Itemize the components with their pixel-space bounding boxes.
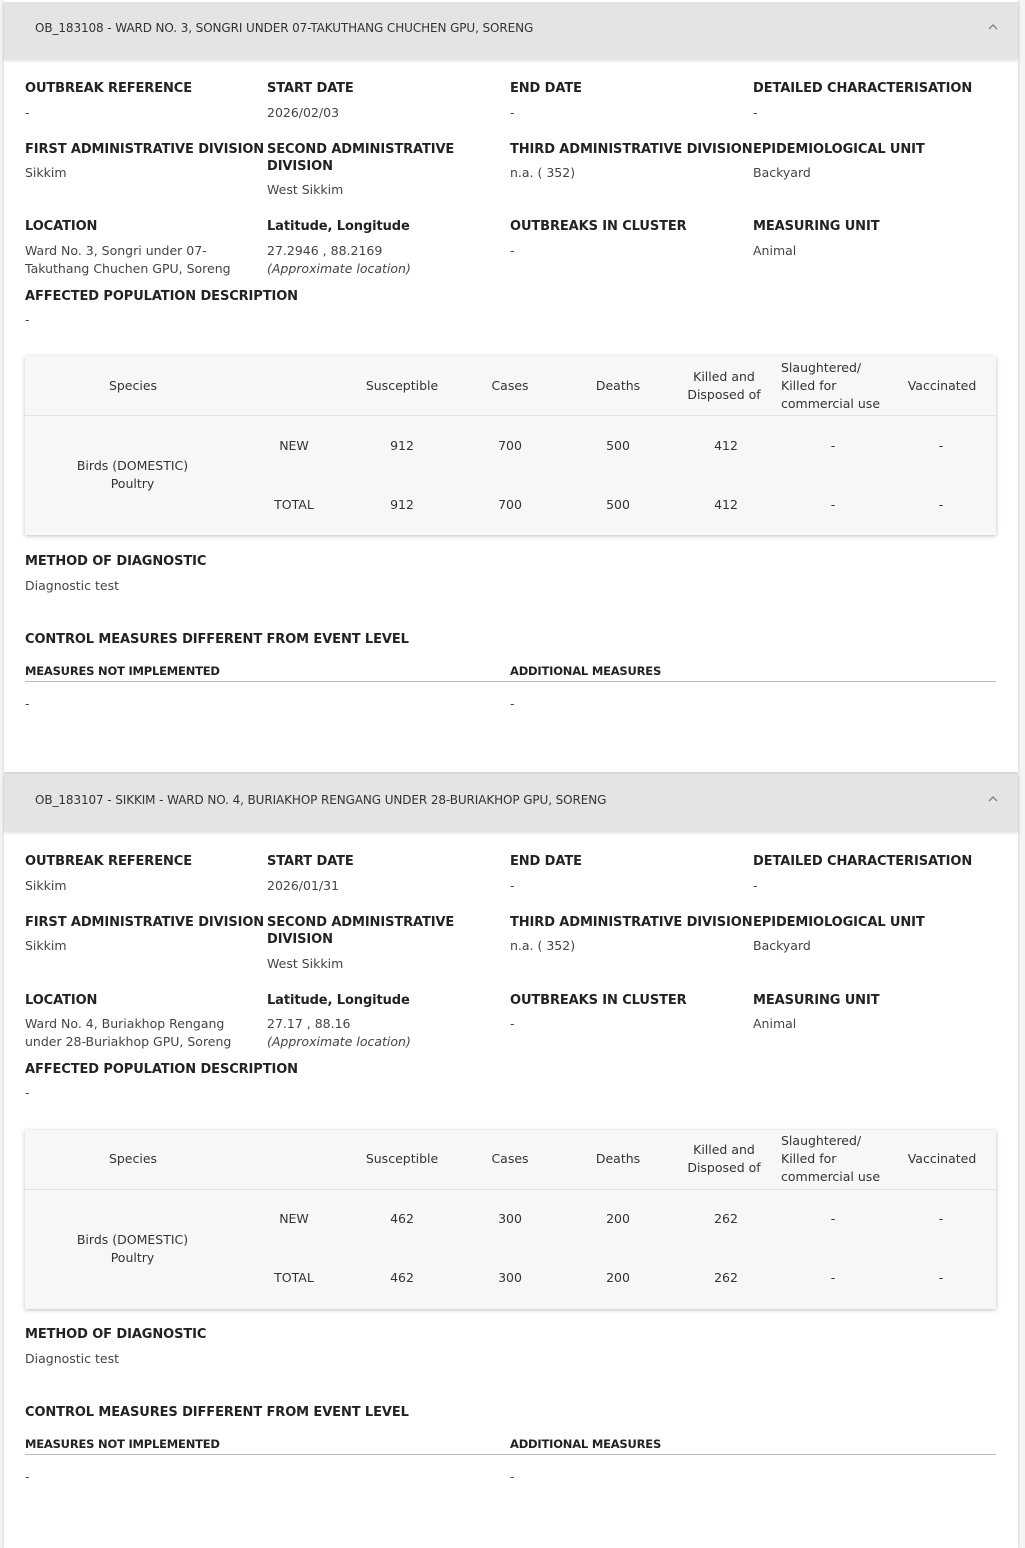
start-date-label: START DATE <box>267 854 354 869</box>
method-diag-label: METHOD OF DIAGNOSTIC <box>25 1327 207 1342</box>
row-new-slaughtered: - <box>830 438 836 453</box>
measures-divider <box>25 681 996 682</box>
additional-measures-value: - <box>510 1469 515 1484</box>
col-vaccinated: Vaccinated <box>907 378 977 393</box>
control-measures-label: CONTROL MEASURES DIFFERENT FROM EVENT LEVEL <box>25 1405 409 1420</box>
col-killed-line2: Disposed of <box>687 387 761 402</box>
col-vaccinated: Vaccinated <box>907 1151 977 1166</box>
col-slaughtered-line2: Killed for <box>781 378 837 393</box>
row-total-deaths: 500 <box>606 497 630 512</box>
header-divider <box>25 415 996 416</box>
start-date-value: 2026/01/31 <box>267 878 340 893</box>
col-susceptible: Susceptible <box>365 1151 439 1166</box>
outbreaks-in-cluster-value: - <box>510 1016 515 1031</box>
row-total-label: TOTAL <box>274 1270 314 1285</box>
species-name: Birds (DOMESTIC) <box>76 1232 189 1247</box>
additional-measures-label: ADDITIONAL MEASURES <box>510 1437 662 1451</box>
col-killed <box>669 1141 779 1177</box>
col-deaths: Deaths <box>595 378 641 393</box>
col-deaths: Deaths <box>595 1151 641 1166</box>
row-total-slaughtered: - <box>830 497 836 512</box>
affected-pop-value: - <box>25 312 30 327</box>
col-slaughtered-line1: Slaughtered/ <box>781 1133 862 1148</box>
affected-pop-label: AFFECTED POPULATION DESCRIPTION <box>25 289 298 304</box>
col-slaughtered-line3: commercial use <box>781 396 881 411</box>
row-total-slaughtered: - <box>830 1270 836 1285</box>
measuring-unit-label: MEASURING UNIT <box>753 219 880 234</box>
row-new-vaccinated: - <box>938 1211 944 1226</box>
epi-unit-label: EPIDEMIOLOGICAL UNIT <box>753 142 925 157</box>
species-category: Poultry <box>110 476 155 491</box>
third-admin-label: THIRD ADMINISTRATIVE DIVISION <box>510 142 753 157</box>
row-total-cases: 700 <box>498 497 522 512</box>
location-label: LOCATION <box>25 993 98 1008</box>
first-admin-value: Sikkim <box>25 165 67 180</box>
col-slaughtered-line1: Slaughtered/ <box>781 360 862 375</box>
population-table <box>25 356 996 535</box>
second-admin-label-2: DIVISION <box>267 159 333 174</box>
row-total-vaccinated: - <box>938 497 944 512</box>
method-diag-label: METHOD OF DIAGNOSTIC <box>25 554 207 569</box>
row-new-susceptible: 462 <box>390 1211 414 1226</box>
outbreak-panel <box>4 774 1018 1548</box>
chevron-up-icon[interactable] <box>986 20 1000 34</box>
outbreaks-in-cluster-label: OUTBREAKS IN CLUSTER <box>510 219 687 234</box>
detailed-characterisation-value: - <box>753 105 758 120</box>
header-divider <box>25 1189 996 1190</box>
row-total-susceptible: 462 <box>390 1270 414 1285</box>
second-admin-label: SECOND ADMINISTRATIVE <box>267 915 455 930</box>
first-admin-label: FIRST ADMINISTRATIVE DIVISION <box>25 142 265 157</box>
row-new-susceptible: 912 <box>390 438 414 453</box>
location-value-2: under 28-Buriakhop GPU, Soreng <box>25 1034 232 1049</box>
row-total-killed: 412 <box>714 497 738 512</box>
row-new-deaths: 500 <box>606 438 630 453</box>
col-slaughtered <box>781 359 901 413</box>
first-admin-label: FIRST ADMINISTRATIVE DIVISION <box>25 915 265 930</box>
row-total-susceptible: 912 <box>390 497 414 512</box>
detailed-characterisation-label: DETAILED CHARACTERISATION <box>753 854 973 869</box>
end-date-value: - <box>510 878 515 893</box>
row-new-killed: 412 <box>714 438 738 453</box>
row-total-cases: 300 <box>498 1270 522 1285</box>
row-new-killed: 262 <box>714 1211 738 1226</box>
col-cases: Cases <box>491 1151 529 1166</box>
third-admin-label: THIRD ADMINISTRATIVE DIVISION <box>510 915 753 930</box>
row-new-slaughtered: - <box>830 1211 836 1226</box>
location-value: Ward No. 4, Buriakhop Rengang <box>25 1016 225 1031</box>
col-killed-line1: Killed and <box>693 1142 755 1157</box>
approx-location-note: (Approximate location) <box>267 1034 411 1049</box>
end-date-value: - <box>510 105 515 120</box>
outbreak-reference-value: Sikkim <box>25 878 67 893</box>
measuring-unit-value: Animal <box>753 1016 797 1031</box>
row-new-label: NEW <box>279 1211 309 1226</box>
approx-location-note: (Approximate location) <box>267 261 411 276</box>
start-date-label: START DATE <box>267 81 354 96</box>
lat-lng-value: 27.2946 , 88.2169 <box>267 243 383 258</box>
method-diag-value: Diagnostic test <box>25 578 120 593</box>
row-total-killed: 262 <box>714 1270 738 1285</box>
location-value: Ward No. 3, Songri under 07- <box>25 243 207 258</box>
col-killed-line2: Disposed of <box>687 1160 761 1175</box>
lat-lng-value: 27.17 , 88.16 <box>267 1016 351 1031</box>
measuring-unit-label: MEASURING UNIT <box>753 993 880 1008</box>
measures-not-impl-label: MEASURES NOT IMPLEMENTED <box>25 664 220 678</box>
col-species: Species <box>108 378 158 393</box>
measures-not-impl-value: - <box>25 696 30 711</box>
row-new-vaccinated: - <box>938 438 944 453</box>
outbreak-title: OB_183108 - WARD NO. 3, SONGRI UNDER 07-TAKUTHANG CHUCHEN GPU, SORENG <box>35 21 534 35</box>
affected-pop-label: AFFECTED POPULATION DESCRIPTION <box>25 1062 298 1077</box>
start-date-value: 2026/02/03 <box>267 105 340 120</box>
additional-measures-value: - <box>510 696 515 711</box>
outbreak-reference-label: OUTBREAK REFERENCE <box>25 81 192 96</box>
detailed-characterisation-label: DETAILED CHARACTERISATION <box>753 81 973 96</box>
epi-unit-value: Backyard <box>753 938 811 953</box>
method-diag-value: Diagnostic test <box>25 1351 120 1366</box>
lat-lng-label: Latitude, Longitude <box>267 219 410 234</box>
col-species: Species <box>108 1151 158 1166</box>
row-total-vaccinated: - <box>938 1270 944 1285</box>
outbreaks-in-cluster-label: OUTBREAKS IN CLUSTER <box>510 993 687 1008</box>
second-admin-value: West Sikkim <box>267 956 344 971</box>
col-slaughtered <box>781 1132 901 1186</box>
second-admin-label: SECOND ADMINISTRATIVE <box>267 142 455 157</box>
measures-not-impl-label: MEASURES NOT IMPLEMENTED <box>25 1437 220 1451</box>
second-admin-label-2: DIVISION <box>267 932 333 947</box>
chevron-up-icon[interactable] <box>986 792 1000 806</box>
row-new-label: NEW <box>279 438 309 453</box>
third-admin-value: n.a. ( 352) <box>510 938 576 953</box>
species-category: Poultry <box>110 1250 155 1265</box>
row-total-deaths: 200 <box>606 1270 630 1285</box>
location-label: LOCATION <box>25 219 98 234</box>
affected-pop-value: - <box>25 1085 30 1100</box>
row-new-cases: 300 <box>498 1211 522 1226</box>
outbreaks-in-cluster-value: - <box>510 243 515 258</box>
third-admin-value: n.a. ( 352) <box>510 165 576 180</box>
outbreak-reference-label: OUTBREAK REFERENCE <box>25 854 192 869</box>
outbreak-title: OB_183107 - SIKKIM - WARD NO. 4, BURIAKHOP RENGANG UNDER 28-BURIAKHOP GPU, SORENG <box>35 793 607 807</box>
control-measures-label: CONTROL MEASURES DIFFERENT FROM EVENT LEVEL <box>25 632 409 647</box>
species-name: Birds (DOMESTIC) <box>76 458 189 473</box>
outbreak-panel-header[interactable] <box>4 774 1018 831</box>
measuring-unit-value: Animal <box>753 243 797 258</box>
end-date-label: END DATE <box>510 854 582 869</box>
row-total-label: TOTAL <box>274 497 314 512</box>
outbreak-reference-value: - <box>25 105 30 120</box>
end-date-label: END DATE <box>510 81 582 96</box>
col-killed <box>669 368 779 404</box>
row-new-cases: 700 <box>498 438 522 453</box>
col-slaughtered-line2: Killed for <box>781 1151 837 1166</box>
first-admin-value: Sikkim <box>25 938 67 953</box>
col-killed-line1: Killed and <box>693 369 755 384</box>
row-new-deaths: 200 <box>606 1211 630 1226</box>
measures-not-impl-value: - <box>25 1469 30 1484</box>
second-admin-value: West Sikkim <box>267 182 344 197</box>
outbreak-panel <box>4 0 1018 772</box>
epi-unit-label: EPIDEMIOLOGICAL UNIT <box>753 915 925 930</box>
lat-lng-label: Latitude, Longitude <box>267 993 410 1008</box>
outbreak-panel-header[interactable] <box>4 2 1018 59</box>
col-slaughtered-line3: commercial use <box>781 1169 881 1184</box>
additional-measures-label: ADDITIONAL MEASURES <box>510 664 662 678</box>
col-susceptible: Susceptible <box>365 378 439 393</box>
measures-divider <box>25 1454 996 1455</box>
epi-unit-value: Backyard <box>753 165 811 180</box>
population-table <box>25 1130 996 1309</box>
detailed-characterisation-value: - <box>753 878 758 893</box>
col-cases: Cases <box>491 378 529 393</box>
location-value-2: Takuthang Chuchen GPU, Soreng <box>25 261 231 276</box>
